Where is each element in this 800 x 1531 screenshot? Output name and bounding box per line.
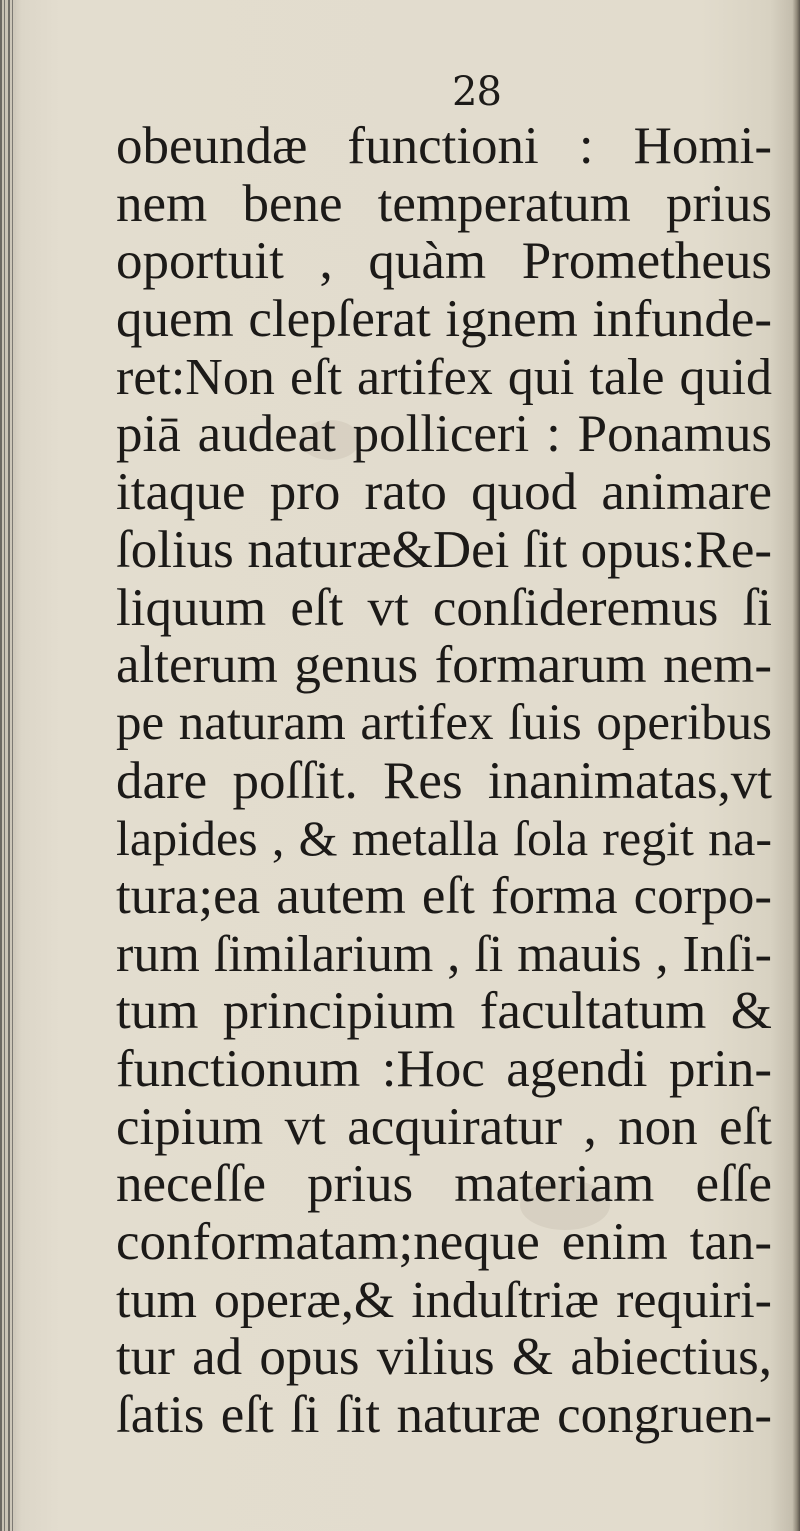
text-line: dare poſſit. Res inanimatas,vt bbox=[116, 751, 772, 810]
text-line: neceſſe prius materiam eſſe bbox=[116, 1155, 772, 1214]
text-line: alterum genus formarum nem- bbox=[116, 636, 772, 695]
text-line: tur ad opus vilius & abiectius, bbox=[116, 1328, 772, 1387]
text-line: pe naturam artifex ſuis operibus bbox=[116, 694, 772, 751]
text-line: tum operæ,& induſtriæ requiri- bbox=[116, 1271, 772, 1329]
text-line: conformatam;neque enim tan- bbox=[116, 1213, 772, 1272]
text-line: liquum eſt vt conſideremus ſi bbox=[116, 578, 772, 637]
text-line: quem clepſerat ignem infunde- bbox=[116, 290, 772, 349]
text-line: ret:Non eſt artifex qui tale quid bbox=[116, 348, 772, 406]
text-line: tum principium facultatum & bbox=[116, 982, 772, 1041]
text-line: cipium vt acquiratur , non eſt bbox=[116, 1097, 772, 1156]
text-line: functionum :Hoc agendi prin- bbox=[116, 1040, 772, 1098]
body-text bbox=[116, 118, 772, 1445]
page-edge-right bbox=[792, 0, 800, 1531]
text-line: nem bene temperatum prius bbox=[116, 174, 772, 233]
text-line: oportuit , quàm Prometheus bbox=[116, 232, 772, 291]
text-line: itaque pro rato quod animare bbox=[116, 463, 772, 522]
text-line: lapides , & metalla ſola regit na- bbox=[116, 810, 772, 867]
page-number: 28 bbox=[452, 69, 501, 115]
text-line: piā audeat polliceri : Ponamus bbox=[116, 405, 772, 464]
text-line: ſolius naturæ&Dei ſit opus:Re- bbox=[116, 520, 772, 579]
text-line: tura;ea autem eſt forma corpo- bbox=[116, 866, 772, 925]
text-line: rum ſimilarium , ſi mauis , Inſi- bbox=[116, 925, 772, 983]
text-line: obeundæ functioni : Homi- bbox=[116, 117, 772, 175]
text-line: ſatis eſt ſi ſit naturæ congruen- bbox=[116, 1386, 772, 1445]
page-gutter-left bbox=[0, 0, 16, 1531]
